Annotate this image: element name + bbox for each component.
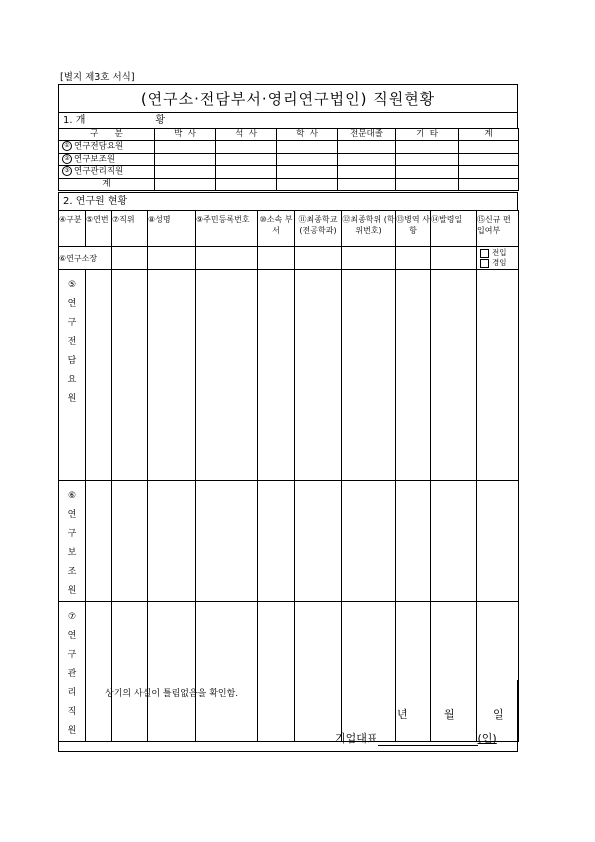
section2-heading: 2. 연구원 현황 <box>58 192 518 210</box>
summary-row-label <box>59 141 155 154</box>
entry-cell[interactable] <box>148 270 196 481</box>
category-char: 관 <box>67 669 77 679</box>
circled-number-2: ② <box>62 154 72 164</box>
director-label: ⑥연구소장 <box>59 247 112 270</box>
confirmation-statement: 상기의 사실이 틀림없음을 확인함. <box>105 689 239 699</box>
representative-label: 기업대표 <box>335 732 378 745</box>
summary-header-doctorate: 박 사 <box>155 129 216 141</box>
entry-cell[interactable] <box>477 481 519 602</box>
summary-cell[interactable] <box>277 141 338 154</box>
form-number: [별지 제3호 서식] <box>60 72 135 83</box>
entry-cell[interactable] <box>86 270 112 481</box>
date-month: 월 <box>444 708 455 721</box>
summary-header-masters: 석 사 <box>216 129 277 141</box>
category-char: 연 <box>67 299 77 309</box>
researcher-table <box>58 210 519 742</box>
summary-row-admin <box>59 166 519 179</box>
director-cell[interactable] <box>342 247 396 270</box>
circled-mark: ⑦ <box>67 612 77 622</box>
circled-number-1: ① <box>62 141 72 151</box>
category-char: 담 <box>67 356 77 366</box>
category-char: 원 <box>67 394 77 404</box>
summary-cell[interactable] <box>396 166 459 179</box>
summary-cell[interactable] <box>338 141 396 154</box>
entry-cell[interactable] <box>396 481 431 602</box>
confirmation-block <box>58 680 518 752</box>
col-header-department: ⑩소속 부서 <box>258 211 295 247</box>
checkbox-transfer[interactable] <box>480 249 489 258</box>
summary-cell[interactable] <box>396 178 459 190</box>
entry-cell[interactable] <box>342 481 396 602</box>
summary-header-college: 전문대졸 <box>338 129 396 141</box>
category-row-assistants <box>59 481 519 602</box>
entry-cell[interactable] <box>431 270 477 481</box>
director-cell[interactable] <box>148 247 196 270</box>
summary-row-text: 연구관리직원 <box>74 166 124 177</box>
summary-row-label <box>59 166 155 179</box>
summary-header-bachelors: 학 사 <box>277 129 338 141</box>
summary-row-text: 연구전담요원 <box>74 141 124 152</box>
summary-cell[interactable] <box>216 166 277 179</box>
category-char: 연 <box>67 631 77 641</box>
entry-cell[interactable] <box>112 270 148 481</box>
summary-cell[interactable] <box>459 141 519 154</box>
summary-cell[interactable] <box>459 178 519 190</box>
summary-cell[interactable] <box>459 166 519 179</box>
category-char: 연 <box>67 510 77 520</box>
director-cell[interactable] <box>431 247 477 270</box>
category-assistants-label <box>59 481 86 602</box>
col-header-serial: ⑤연번 <box>86 211 112 247</box>
summary-row-total <box>59 178 519 190</box>
summary-cell[interactable] <box>277 178 338 190</box>
director-row <box>59 247 519 270</box>
director-cell[interactable] <box>295 247 342 270</box>
summary-row-text: 연구보조원 <box>74 154 116 164</box>
category-researchers-label <box>59 270 86 481</box>
summary-cell[interactable] <box>155 178 216 190</box>
seal-mark: (인) <box>477 732 497 745</box>
option-concurrent[interactable] <box>480 258 518 268</box>
page-title: (연구소·전담부서·영리연구법인) 직원현황 <box>58 84 518 112</box>
entry-cell[interactable] <box>112 481 148 602</box>
summary-cell[interactable] <box>155 153 216 166</box>
summary-cell[interactable] <box>216 141 277 154</box>
summary-cell[interactable] <box>396 153 459 166</box>
col-header-name: ⑧성명 <box>148 211 196 247</box>
representative-line <box>335 730 497 746</box>
option-transfer[interactable] <box>480 248 518 258</box>
circled-mark: ⑥ <box>67 491 77 501</box>
category-char: 보 <box>67 548 77 558</box>
category-char: 구 <box>67 529 77 539</box>
entry-cell[interactable] <box>86 481 112 602</box>
category-char: 리 <box>67 688 77 698</box>
summary-cell[interactable] <box>155 166 216 179</box>
circled-number-3: ③ <box>62 166 72 176</box>
director-cell[interactable] <box>112 247 148 270</box>
director-cell[interactable] <box>396 247 431 270</box>
summary-header-other: 기 타 <box>396 129 459 141</box>
summary-cell[interactable] <box>396 141 459 154</box>
summary-cell[interactable] <box>459 153 519 166</box>
entry-cell[interactable] <box>431 481 477 602</box>
summary-row-assistants <box>59 153 519 166</box>
category-char: 요 <box>67 375 77 385</box>
col-header-position: ⑦직위 <box>112 211 148 247</box>
col-header-new-entry: ⑮신규 편입여부 <box>477 211 519 247</box>
summary-row-researchers <box>59 141 519 154</box>
date-day: 일 <box>493 708 504 721</box>
entry-cell[interactable] <box>396 270 431 481</box>
director-cell[interactable] <box>196 247 258 270</box>
col-header-degree: ⑫최종학위 (학위번호) <box>342 211 396 247</box>
summary-cell[interactable] <box>155 141 216 154</box>
col-header-military: ⑬병역 사항 <box>396 211 431 247</box>
entry-cell[interactable] <box>295 481 342 602</box>
entry-cell[interactable] <box>295 270 342 481</box>
summary-header-total: 계 <box>459 129 519 141</box>
circled-mark: ⑤ <box>67 280 77 290</box>
option-concurrent-label: 경임 <box>492 258 507 267</box>
section1-heading-rest: 황 <box>155 115 166 126</box>
director-cell[interactable] <box>258 247 295 270</box>
category-char: 조 <box>67 567 77 577</box>
col-header-category: ④구분 <box>59 211 86 247</box>
category-row-researchers <box>59 270 519 481</box>
summary-cell[interactable] <box>277 166 338 179</box>
summary-cell[interactable] <box>338 153 396 166</box>
entry-cell[interactable] <box>196 270 258 481</box>
summary-cell[interactable] <box>338 166 396 179</box>
summary-row-label <box>59 153 155 166</box>
summary-cell[interactable] <box>216 153 277 166</box>
category-char: 원 <box>67 726 77 736</box>
category-char: 구 <box>67 650 77 660</box>
entry-cell[interactable] <box>258 481 295 602</box>
summary-row-total-label: 계 <box>59 178 155 190</box>
summary-cell[interactable] <box>277 153 338 166</box>
summary-table <box>58 128 519 191</box>
option-transfer-label: 전입 <box>492 248 507 257</box>
date-year: 년 <box>397 708 408 721</box>
summary-cell[interactable] <box>216 178 277 190</box>
summary-header-row <box>59 129 519 141</box>
signature-field[interactable] <box>378 733 478 746</box>
entry-cell[interactable] <box>477 270 519 481</box>
col-header-resident-number: ⑨주민등록번호 <box>196 211 258 247</box>
category-char: 원 <box>67 586 77 596</box>
summary-cell[interactable] <box>338 178 396 190</box>
checkbox-concurrent[interactable] <box>480 259 489 268</box>
category-char: 전 <box>67 337 77 347</box>
researcher-header-row <box>59 211 519 247</box>
category-char: 구 <box>67 318 77 328</box>
entry-cell[interactable] <box>342 270 396 481</box>
section1-heading <box>58 112 518 128</box>
category-char: 직 <box>67 707 77 717</box>
entry-cell[interactable] <box>196 481 258 602</box>
summary-header-category: 구 분 <box>59 129 155 141</box>
entry-cell[interactable] <box>148 481 196 602</box>
section1-heading-number: 1. 개 <box>63 115 86 126</box>
col-header-school: ⑪최종학교 (전공학과) <box>295 211 342 247</box>
col-header-appointment-date: ⑭발령일 <box>431 211 477 247</box>
entry-cell[interactable] <box>258 270 295 481</box>
director-entry-options <box>477 247 519 270</box>
